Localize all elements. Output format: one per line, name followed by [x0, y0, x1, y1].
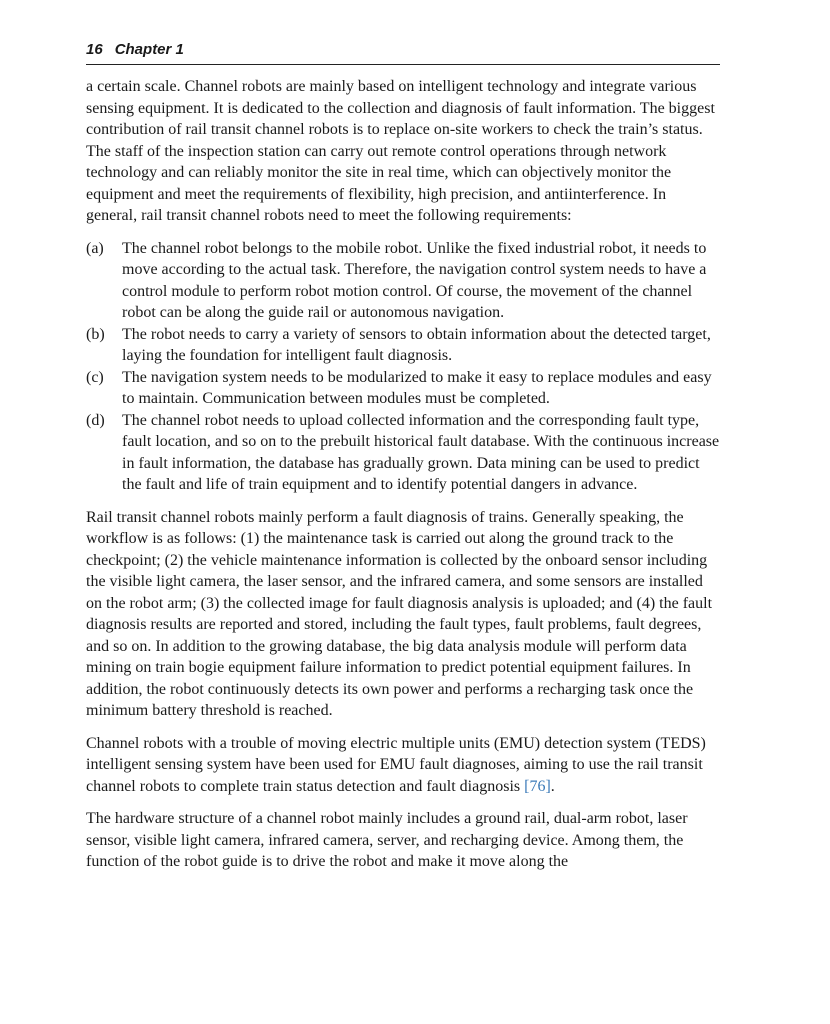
paragraph-teds-text: Channel robots with a trouble of moving electric multiple units (EMU) detection system (TEDS) intelligent sensing system have been used for EMU fault diagnoses, aiming to use the rail transit channel robots to complete train status detection and fault diagnosis: [86, 734, 706, 795]
list-marker: (a): [86, 239, 104, 257]
list-item: [86, 367, 720, 410]
page-body: [86, 76, 720, 884]
paragraph-teds-end: .: [550, 777, 555, 795]
requirements-list: [86, 238, 720, 496]
list-item-text: The navigation system needs to be modularized to make it easy to replace modules and easy to maintain. Communication between modules must be completed.: [122, 368, 712, 407]
paragraph-workflow: Rail transit channel robots mainly perform a fault diagnosis of trains. Generally speaking, the workflow is as follows: (1) the maintenance task is carried out along the ground track to the checkpoint; (2) the vehicle maintenance information is collected by the onboard sensor including the visible light camera, the laser sensor, and the infrared camera, and some sensors are installed on the robot arm; (3) the collected image for fault diagnosis analysis is uploaded; and (4) the fault diagnosis results are reported and stored, including the fault types, fault problems, fault degrees, and so on. In addition to the growing database, the big data analysis module will perform data mining on train bogie equipment failure information to predict potential equipment failures. In addition, the robot continuously detects its own power and performs a recharging task once the minimum battery threshold is reached.: [86, 508, 713, 719]
list-marker: (d): [86, 411, 105, 429]
list-item: [86, 410, 720, 496]
citation-link[interactable]: [76]: [524, 777, 551, 795]
list-marker: (b): [86, 325, 105, 343]
list-marker: (c): [86, 368, 104, 386]
list-item-text: The channel robot belongs to the mobile robot. Unlike the fixed industrial robot, it needs to move according to the actual task. Therefore, the navigation control system needs to have a control module to perform robot motion control. Of course, the movement of the channel robot can be along the guide rail or autonomous navigation.: [122, 239, 707, 321]
paragraph-hardware: The hardware structure of a channel robot mainly includes a ground rail, dual-arm robot, laser sensor, visible light camera, infrared camera, server, and recharging device. Among them, the function of the robot guide is to drive the robot and make it move along the: [86, 810, 688, 870]
list-item: [86, 324, 720, 367]
paragraph-intro: a certain scale. Channel robots are mainly based on intelligent technology and integrate various sensing equipment. It is dedicated to the collection and diagnosis of fault information. The biggest contribution of rail transit channel robots is to replace on-site workers to check the train’s status. The staff of the inspection station can carry out remote control operations through network technology and can reliably monitor the site in real time, which can objectively monitor the equipment and meet the requirements of flexibility, high precision, and antiinterference. In general, rail transit channel robots need to meet the following requirements:: [86, 78, 715, 224]
list-item: [86, 238, 720, 324]
running-header: [86, 40, 720, 65]
chapter-title: Chapter 1: [114, 41, 184, 58]
paragraph-teds: [86, 733, 720, 798]
list-item-text: The channel robot needs to upload collected information and the corresponding fault type, fault location, and so on to the prebuilt historical fault database. With the continuous increase in fault information, the database has gradually grown. Data mining can be used to predict the fault and life of train equipment and to identify potential dangers in advance.: [122, 411, 720, 493]
page-number: 16: [86, 41, 103, 58]
list-item-text: The robot needs to carry a variety of sensors to obtain information about the detected target, laying the foundation for intelligent fault diagnosis.: [122, 325, 711, 364]
